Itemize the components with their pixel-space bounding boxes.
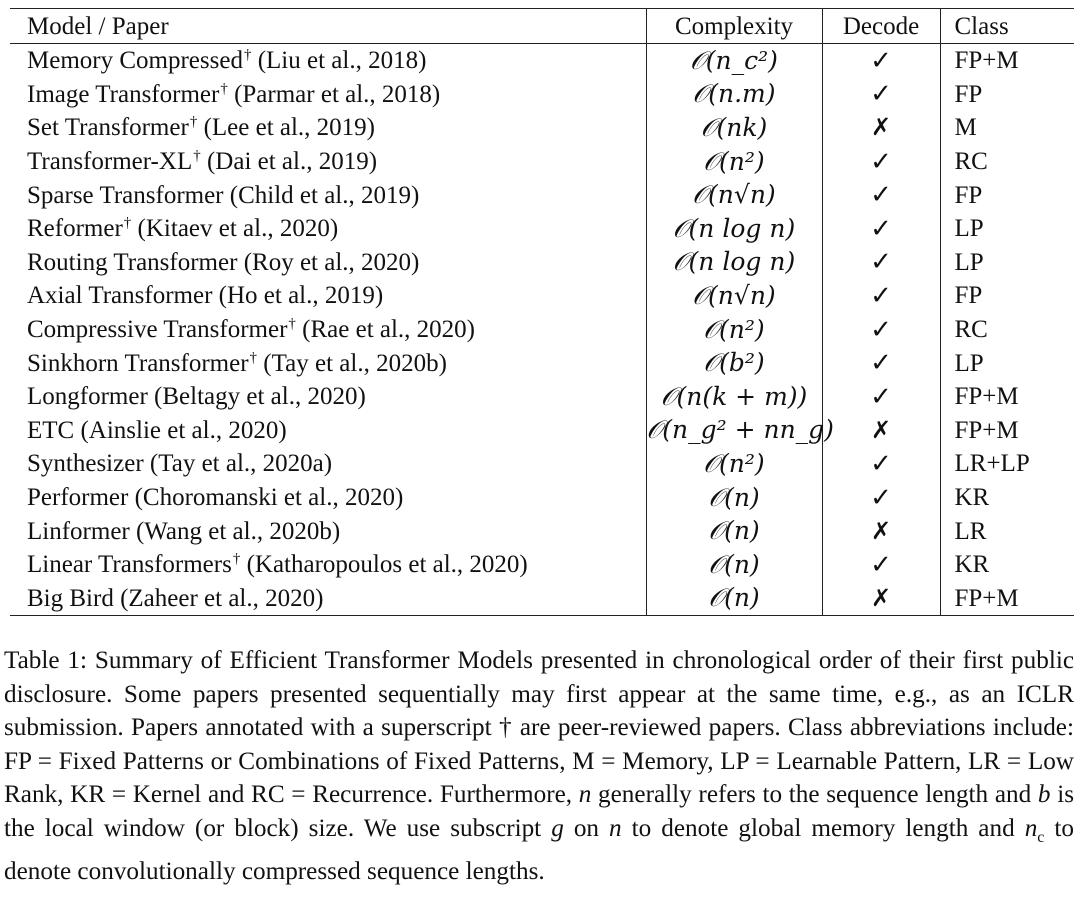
cell-complexity — [646, 279, 822, 313]
cell-complexity — [646, 447, 822, 481]
citation: (Zaheer et al., 2020) — [120, 584, 324, 612]
cell-model-paper — [10, 447, 646, 481]
complexity-value: 𝒪(nk) — [700, 112, 768, 142]
cell-decode — [822, 44, 940, 78]
cell-class: FP+M — [940, 414, 1074, 448]
citation: (Ainslie et al., 2020) — [80, 416, 287, 444]
citation: (Choromanski et al., 2020) — [134, 484, 404, 512]
header-complexity: Complexity — [646, 9, 822, 44]
cell-decode — [822, 212, 940, 246]
checkmark-icon: ✓ — [870, 549, 892, 580]
table-row — [10, 313, 1074, 347]
cell-complexity — [646, 212, 822, 246]
caption-text-2: generally refers to the sequence length and — [591, 781, 1038, 809]
table-row — [10, 145, 1074, 179]
dagger-mark: † — [220, 80, 228, 97]
cell-class: LP — [940, 246, 1074, 280]
citation: (Tay et al., 2020b) — [263, 349, 447, 377]
model-name: Linformer — [27, 517, 130, 545]
table-row — [10, 346, 1074, 380]
cell-model-paper — [10, 78, 646, 112]
header-decode: Decode — [822, 9, 940, 44]
table-row — [10, 111, 1074, 145]
caption-text-5: to denote global memory length and — [621, 814, 1025, 842]
table-row — [10, 514, 1074, 548]
model-name: Reformer — [27, 215, 123, 243]
table-row — [10, 246, 1074, 280]
checkmark-icon: ✓ — [870, 79, 892, 110]
citation: (Rae et al., 2020) — [302, 316, 476, 344]
citation: (Liu et al., 2018) — [257, 47, 427, 75]
model-name: Axial Transformer — [27, 282, 213, 310]
citation: (Dai et al., 2019) — [206, 148, 378, 176]
caption-text-6: to denote convolutionally compressed sequence lengths. — [4, 814, 1074, 885]
cell-class: FP — [940, 78, 1074, 112]
table-row — [10, 380, 1074, 414]
model-name: Sparse Transformer — [27, 181, 230, 209]
cell-complexity — [646, 514, 822, 548]
cell-complexity — [646, 414, 834, 448]
model-name: Transformer-XL — [27, 148, 193, 176]
cell-model-paper — [10, 246, 646, 280]
cell-complexity — [646, 44, 822, 78]
cell-class: M — [940, 111, 1074, 145]
cell-model-paper — [10, 279, 646, 313]
citation: (Tay et al., 2020a) — [149, 450, 333, 478]
table-row — [10, 414, 1074, 448]
complexity-value: 𝒪(n√n) — [692, 280, 776, 310]
cell-decode — [822, 279, 940, 313]
citation: (Roy et al., 2020) — [243, 248, 420, 276]
model-name: Image Transformer — [27, 80, 220, 108]
table-header-row — [10, 9, 1074, 44]
complexity-value: 𝒪(n.m) — [692, 79, 776, 109]
table-row — [10, 582, 1074, 616]
cell-decode — [822, 313, 940, 347]
cell-model-paper — [10, 212, 646, 246]
caption-var-g: g — [551, 814, 564, 842]
summary-table — [10, 8, 1074, 616]
model-name: Set Transformer — [27, 114, 189, 142]
complexity-value: 𝒪(n log n) — [672, 213, 796, 243]
cell-decode — [822, 178, 940, 212]
model-name: Big Bird — [27, 584, 114, 612]
cell-class: LP — [940, 212, 1074, 246]
cell-decode — [822, 414, 940, 448]
checkmark-icon: ✓ — [870, 482, 892, 513]
citation: (Child et al., 2019) — [229, 181, 420, 209]
efficient-transformer-table — [10, 8, 1074, 616]
model-name: Routing Transformer — [27, 248, 238, 276]
cell-decode — [822, 346, 940, 380]
cell-class: RC — [940, 313, 1074, 347]
checkmark-icon: ✓ — [870, 314, 892, 345]
checkmark-icon: ✓ — [870, 280, 892, 311]
checkmark-icon: ✓ — [870, 180, 892, 211]
checkmark-icon: ✓ — [870, 348, 892, 379]
caption-var-nc-sub: c — [1037, 829, 1045, 846]
complexity-value: 𝒪(n²) — [703, 146, 765, 176]
cell-model-paper — [10, 313, 646, 347]
table-caption — [4, 644, 1074, 888]
dagger-mark: † — [249, 349, 258, 366]
cell-decode — [822, 145, 940, 179]
complexity-value: 𝒪(n) — [708, 583, 760, 613]
dagger-mark: † — [123, 215, 132, 232]
caption-text-3: is the local window (or block) size. We use subscript — [4, 781, 1074, 842]
cell-complexity — [646, 178, 822, 212]
cell-model-paper — [10, 178, 646, 212]
cell-decode — [822, 582, 940, 616]
model-name: Sinkhorn Transformer — [27, 349, 249, 377]
cell-model-paper — [10, 481, 646, 515]
checkmark-icon: ✓ — [870, 381, 892, 412]
cell-class: FP+M — [940, 44, 1074, 78]
cross-icon: ✗ — [870, 516, 892, 545]
cell-class: KR — [940, 548, 1074, 582]
dagger-mark: † — [193, 148, 201, 165]
header-class: Class — [940, 9, 1074, 44]
cell-complexity — [646, 548, 822, 582]
citation: (Kitaev et al., 2020) — [137, 215, 339, 243]
model-name: ETC — [27, 416, 75, 444]
citation: (Wang et al., 2020b) — [135, 517, 341, 545]
cell-class: LR — [940, 514, 1074, 548]
table-row — [10, 44, 1074, 78]
complexity-value: 𝒪(b²) — [703, 348, 765, 378]
complexity-value: 𝒪(n√n) — [692, 180, 776, 210]
cell-decode — [822, 548, 940, 582]
citation: (Lee et al., 2019) — [203, 114, 376, 142]
table-row — [10, 447, 1074, 481]
cell-model-paper — [10, 548, 646, 582]
header-model: Model / Paper — [10, 9, 646, 44]
complexity-value: 𝒪(n²) — [703, 448, 765, 478]
complexity-value: 𝒪(n) — [708, 549, 760, 579]
cell-class: FP+M — [940, 380, 1074, 414]
citation: (Katharopoulos et al., 2020) — [246, 551, 528, 579]
cell-complexity — [646, 346, 822, 380]
cell-decode — [822, 78, 940, 112]
cell-decode — [822, 514, 940, 548]
cell-class: LP — [940, 346, 1074, 380]
complexity-value: 𝒪(n) — [708, 482, 760, 512]
citation: (Beltagy et al., 2020) — [154, 383, 366, 411]
cell-complexity — [646, 313, 822, 347]
cell-class: RC — [940, 145, 1074, 179]
caption-text-1: Summary of Efficient Transformer Models presented in chronological order of their first public disclosure. Some papers presented sequentially may first appear at the same time, e.g., as an ICLR submission. Papers annotated with a superscript † are peer-reviewed papers. Class abbreviations include: FP = Fixed Patterns or Combinations of Fixed Patterns, M = Memory, LP = Learnable Pattern, LR = Low Rank, KR = Kernel and RC = Recurrence. Furthermore, — [4, 647, 1074, 809]
complexity-value: 𝒪(n(k + m)) — [660, 381, 808, 411]
cell-decode — [822, 246, 940, 280]
model-name: Compressive Transformer — [27, 316, 288, 344]
table-row — [10, 178, 1074, 212]
cell-decode — [822, 111, 940, 145]
cell-model-paper — [10, 582, 646, 616]
model-name: Performer — [27, 484, 129, 512]
table-row — [10, 78, 1074, 112]
cross-icon: ✗ — [870, 583, 892, 612]
checkmark-icon: ✓ — [870, 213, 892, 244]
cell-complexity — [646, 111, 822, 145]
citation: (Parmar et al., 2018) — [234, 80, 441, 108]
checkmark-icon: ✓ — [870, 448, 892, 479]
cell-model-paper — [10, 514, 646, 548]
cell-model-paper — [10, 414, 646, 448]
checkmark-icon: ✓ — [870, 146, 892, 177]
cell-complexity — [646, 246, 822, 280]
cell-decode — [822, 447, 940, 481]
model-name: Synthesizer — [27, 450, 144, 478]
cell-complexity — [646, 380, 822, 414]
model-name: Linear Transformers — [27, 551, 232, 579]
cell-class: KR — [940, 481, 1074, 515]
complexity-value: 𝒪(n_c²) — [690, 45, 778, 75]
model-name: Memory Compressed — [27, 47, 243, 75]
cell-model-paper — [10, 44, 646, 78]
complexity-value: 𝒪(n log n) — [672, 247, 796, 277]
caption-var-n: n — [578, 781, 592, 809]
cell-model-paper — [10, 380, 646, 414]
cell-class: LR+LP — [940, 447, 1074, 481]
cell-class: FP — [940, 279, 1074, 313]
cell-model-paper — [10, 346, 646, 380]
cell-complexity — [646, 481, 822, 515]
complexity-value: 𝒪(n) — [708, 516, 760, 546]
table-row — [10, 481, 1074, 515]
complexity-value: 𝒪(n_g² + nn_g) — [646, 415, 834, 445]
cross-icon: ✗ — [870, 415, 892, 444]
cross-icon: ✗ — [870, 113, 892, 142]
table-row — [10, 548, 1074, 582]
checkmark-icon: ✓ — [870, 45, 892, 76]
caption-var-b: b — [1037, 781, 1051, 809]
cell-class: FP+M — [940, 582, 1074, 616]
caption-var-n2: n — [609, 814, 622, 842]
cell-complexity — [646, 145, 822, 179]
table-row — [10, 212, 1074, 246]
citation: (Ho et al., 2019) — [218, 282, 384, 310]
cell-model-paper — [10, 145, 646, 179]
table-row — [10, 279, 1074, 313]
dagger-mark: † — [189, 114, 198, 131]
dagger-mark: † — [232, 551, 241, 568]
caption-label: Table 1: — [4, 647, 88, 674]
cell-complexity — [646, 78, 822, 112]
cell-class: FP — [940, 178, 1074, 212]
dagger-mark: † — [288, 316, 296, 333]
complexity-value: 𝒪(n²) — [703, 314, 765, 344]
checkmark-icon: ✓ — [870, 247, 892, 278]
caption-text-4: on — [563, 814, 610, 842]
model-name: Longformer — [27, 383, 148, 411]
cell-model-paper — [10, 111, 646, 145]
cell-decode — [822, 481, 940, 515]
cell-complexity — [646, 582, 822, 616]
caption-var-nc: n — [1024, 814, 1038, 842]
cell-decode — [822, 380, 940, 414]
dagger-mark: † — [243, 47, 252, 64]
